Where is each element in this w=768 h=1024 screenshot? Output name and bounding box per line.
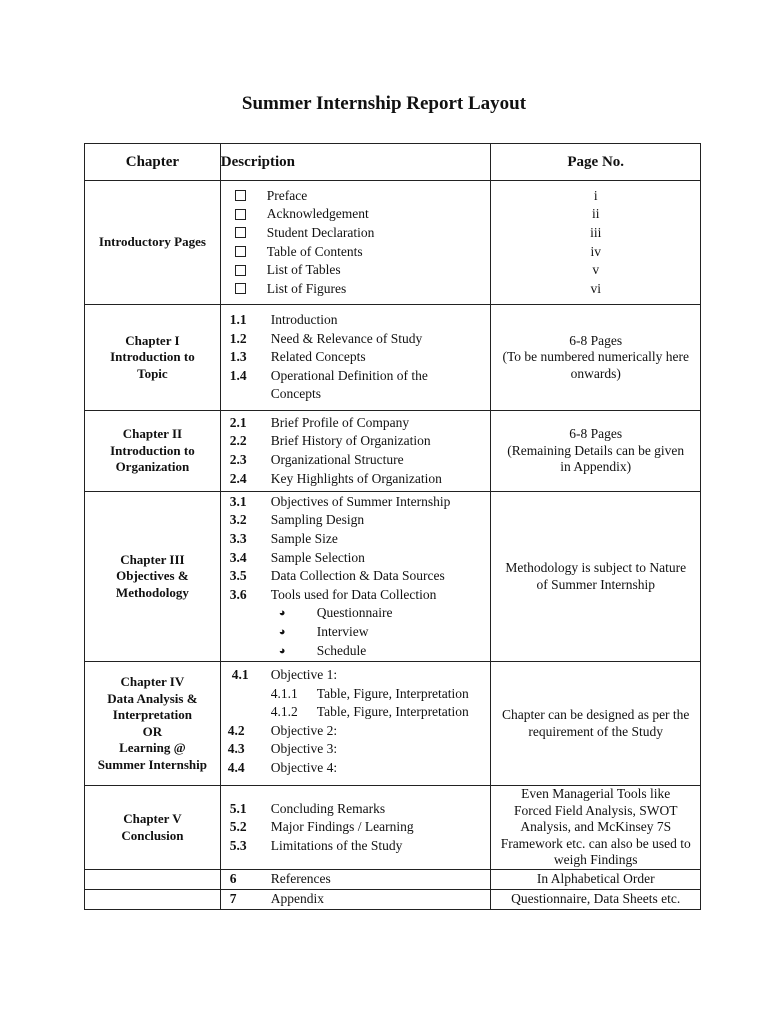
chapter-cell: Chapter II Introduction to Organization <box>85 411 221 492</box>
description-cell <box>220 492 491 662</box>
checkbox-icon <box>235 227 246 238</box>
list-item: 1.4 Operational Definition of the <box>229 367 428 383</box>
list-item: 3.1 Objectives of Summer Internship <box>229 493 451 509</box>
description-cell <box>220 305 491 411</box>
table-row <box>85 890 701 910</box>
list-item: 3.6 Tools used for Data Collection <box>229 586 437 602</box>
checkbox-icon <box>235 265 246 276</box>
table-row <box>85 492 701 662</box>
description-cell <box>220 181 491 305</box>
checkbox-icon <box>235 190 246 201</box>
page-cell: Even Managerial Tools like Forced Field Analysis, SWOT Analysis, and McKinsey 7S Framework etc. can also be used to weigh Findings <box>491 786 701 870</box>
chapter-cell <box>85 890 221 910</box>
list-item: ◕ Schedule <box>221 642 491 661</box>
page-title: Summer Internship Report Layout <box>241 93 527 114</box>
chapter-cell <box>85 870 221 890</box>
list-item: 2.4 Key Highlights of Organization <box>229 470 442 486</box>
list-item: 5.1 Concluding Remarks <box>229 800 386 816</box>
page-cell: In Alphabetical Order <box>491 870 701 890</box>
list-item: Table of Contents <box>221 243 491 262</box>
description-cell: 6 References <box>220 870 491 890</box>
page-cell: 6-8 Pages (Remaining Details can be given in Appendix) <box>491 411 701 492</box>
table-row <box>85 870 701 890</box>
description-cell: 7 Appendix <box>220 890 491 910</box>
list-item: 4.2 Objective 2: <box>227 722 338 738</box>
chapter-cell <box>85 181 221 305</box>
bullet-icon: ◕ <box>278 644 286 657</box>
description-cell <box>220 662 491 786</box>
list-item: 2.2 Brief History of Organization <box>229 433 431 449</box>
table-row <box>85 786 701 870</box>
header-description: Description <box>220 144 491 181</box>
header-page-no: Page No. <box>491 144 701 181</box>
list-item: 4.1.2 Table, Figure, Interpretation <box>270 704 469 720</box>
list-item: 5.2 Major Findings / Learning <box>229 819 414 835</box>
page-cell: Chapter can be designed as per the requirement of the Study <box>491 662 701 786</box>
table-row <box>85 662 701 786</box>
table-row <box>85 305 701 411</box>
header-chapter: Chapter <box>85 144 221 181</box>
chapter-cell: Chapter I Introduction to Topic <box>85 305 221 411</box>
list-item: 3.4 Sample Selection <box>229 549 365 565</box>
list-item: Student Declaration <box>221 224 491 243</box>
description-cell <box>220 411 491 492</box>
list-item: 4.1.1 Table, Figure, Interpretation <box>270 685 469 701</box>
list-item: List of Figures <box>221 280 491 299</box>
page-cell: Methodology is subject to Nature of Summer Internship <box>491 492 701 662</box>
checkbox-icon <box>235 246 246 257</box>
bullet-icon: ◕ <box>278 625 286 638</box>
list-item: 3.5 Data Collection & Data Sources <box>229 568 445 584</box>
page-cell: Questionnaire, Data Sheets etc. <box>491 890 701 910</box>
list-item: 2.3 Organizational Structure <box>229 452 404 467</box>
list-item: 3.2 Sampling Design <box>229 512 365 528</box>
description-cell <box>220 786 491 870</box>
page-cell: 6-8 Pages (To be numbered numerically here onwards) <box>491 305 701 411</box>
list-item: ◕ Interview <box>221 623 491 642</box>
list-item: 4.1 Objective 1: <box>231 667 338 682</box>
list-item: 1.2 Need & Relevance of Study <box>229 330 423 346</box>
header-row <box>85 144 701 181</box>
chapter-cell: Chapter V Conclusion <box>85 786 221 870</box>
table-row <box>85 181 701 305</box>
list-item: ◕ Questionnaire <box>221 604 491 623</box>
list-item: 5.3 Limitations of the Study <box>229 837 403 853</box>
list-item: Preface <box>221 187 491 206</box>
table-row <box>85 411 701 492</box>
list-item: List of Tables <box>221 261 491 280</box>
list-item: Acknowledgement <box>221 205 491 224</box>
list-item: 4.3 Objective 3: <box>227 741 338 757</box>
chapter-cell: Chapter IV Data Analysis & Interpretation OR Learning @ Summer Internship <box>85 662 221 786</box>
checkbox-icon <box>235 283 246 294</box>
checkbox-icon <box>235 209 246 220</box>
page-cell: i ii iii iv v vi <box>491 181 701 305</box>
list-item: 2.1 Brief Profile of Company <box>229 414 410 430</box>
list-item: 1.1 Introduction <box>229 312 338 328</box>
list-item: 4.4 Objective 4: <box>227 759 338 775</box>
report-layout-table <box>84 143 701 910</box>
list-item: 1.3 Related Concepts <box>229 349 366 365</box>
list-item: Concepts <box>270 386 322 402</box>
chapter-name: Introductory Pages <box>98 234 206 250</box>
bullet-icon: ◕ <box>278 607 286 620</box>
chapter-cell: Chapter III Objectives & Methodology <box>85 492 221 662</box>
list-item: 3.3 Sample Size <box>229 531 338 547</box>
